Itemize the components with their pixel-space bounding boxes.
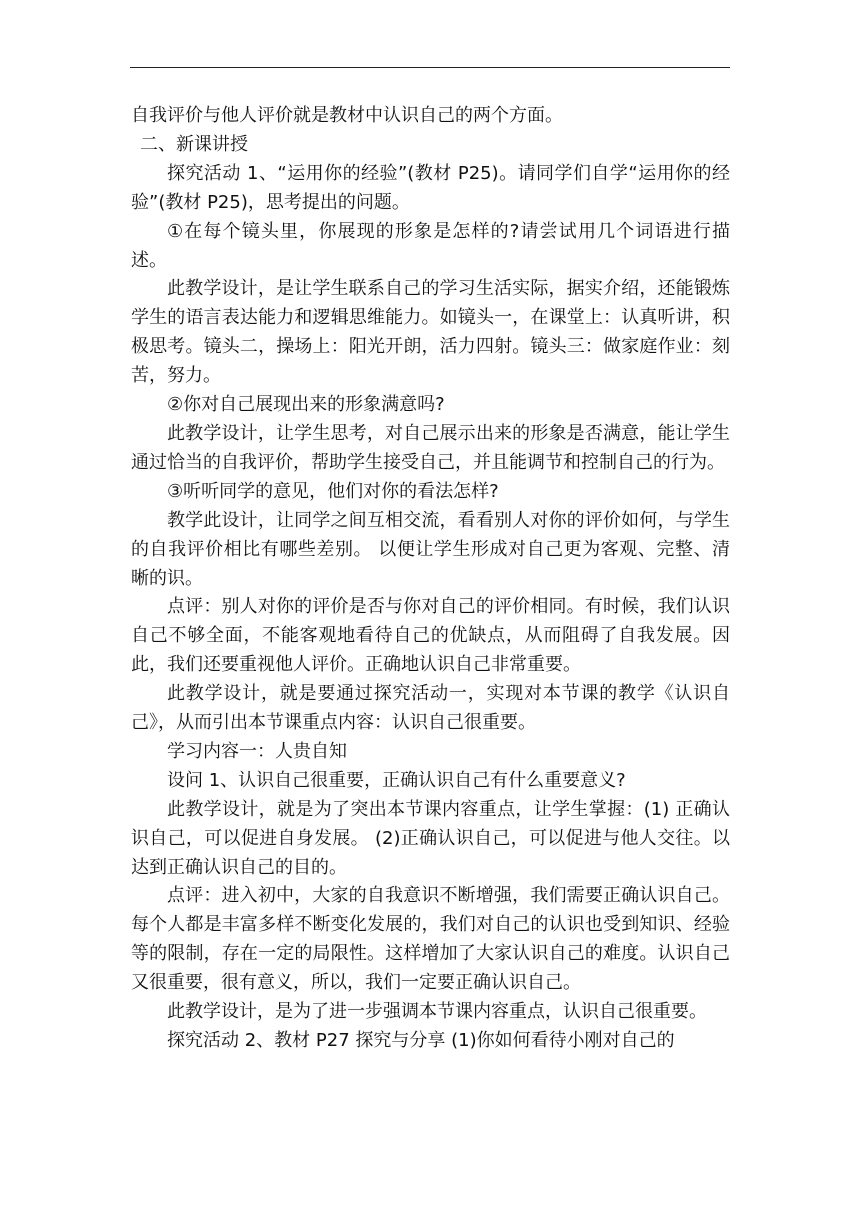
paragraph-design-6: 此教学设计，是为了进一步强调本节课内容重点，认识自己很重要。 — [167, 1001, 707, 1023]
paragraph-question-3: ③听听同学的意见，他们对你的看法怎样? — [167, 480, 499, 502]
paragraph-comment-1: 点评：别人对你的评价是否与你对自己的评价相同。有时候，我们认识自己不够全面，不能客观地看待自己的优缺点，从而阻碍了自我发展。因此，我们还要重视他人评价。正确地认识自己非常重要。 — [131, 596, 730, 676]
header-rule — [130, 67, 730, 68]
document-body — [131, 102, 730, 1056]
paragraph-comment-2: 点评：进入初中，大家的自我意识不断增强，我们需要正确认识自己。每个人都是丰富多样不断变化发展的，我们对自己的认识也受到知识、经验等的限制，存在一定的局限性。这样增加了大家认识自己的难度。认识自己又很重要，很有意义，所以，我们一定要正确认识自己。 — [131, 885, 730, 994]
paragraph-design-3: 教学此设计，让同学之间互相交流，看看别人对你的评价如何，与学生的自我评价相比有哪些差别。 以便让学生形成对自己更为客观、完整、清晰的识。 — [131, 509, 730, 589]
paragraph-design-2: 此教学设计，让学生思考，对自己展示出来的形象是否满意，能让学生通过恰当的自我评价，帮助学生接受自己，并且能调节和控制自己的行为。 — [131, 422, 730, 473]
section-heading-new-lesson: 二、新课讲授 — [140, 133, 248, 155]
paragraph-design-4: 此教学设计，就是要通过探究活动一，实现对本节课的教学《认识自己》，从而引出本节课重点内容：认识自己很重要。 — [131, 683, 730, 734]
paragraph-design-1: 此教学设计，是让学生联系自己的学习生活实际，据实介绍，还能锻炼学生的语言表达能力和逻辑思维能力。如镜头一，在课堂上：认真听讲，积极思考。镜头二，操场上：阳光开朗，活力四射。镜头三：做家庭作业：刻苦，努力。 — [131, 278, 730, 387]
paragraph-question-2: ②你对自己展现出来的形象满意吗? — [167, 394, 445, 416]
paragraph-activity-2: 探究活动 2、教材 P27 探究与分享 (1)你如何看待小刚对自己的 — [167, 1030, 675, 1051]
paragraph-design-5: 此教学设计，就是为了突出本节课内容重点，让学生掌握：(1) 正确认识自己，可以促进自身发展。 (2)正确认识自己，可以促进与他人交往。以达到正确认识自己的目的。 — [131, 798, 730, 878]
paragraph-prompt-1: 设问 1、认识自己很重要，正确认识自己有什么重要意义? — [167, 769, 626, 791]
paragraph-intro-summary: 自我评价与他人评价就是教材中认识自己的两个方面。 — [131, 105, 563, 126]
paragraph-question-1: ①在每个镜头里，你展现的形象是怎样的?请尝试用几个词语进行描述。 — [131, 220, 730, 271]
paragraph-activity-1: 探究活动 1、“运用你的经验”(教材 P25)。请同学们自学“运用你的经验”(教材 P25)，思考提出的问题。 — [131, 162, 730, 213]
paragraph-learning-content-1: 学习内容一：人贵自知 — [167, 740, 347, 762]
